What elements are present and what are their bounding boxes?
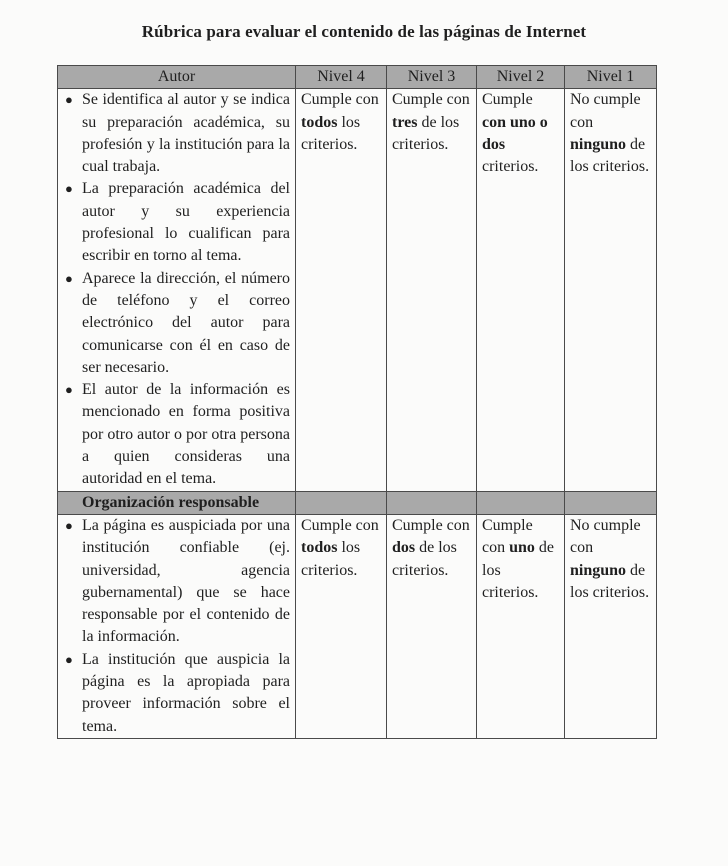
- rubric-table: [57, 65, 657, 739]
- autor-nivel-2: Cumple con uno o dos criterios.: [477, 89, 565, 491]
- header-nivel-4: Nivel 4: [296, 66, 387, 89]
- criterion-item: ● La página es auspiciada por una institución confiable (ej. universidad, agencia gubernamental) que se hace responsable por el contenido de la información.: [65, 516, 290, 646]
- autor-criteria-cell: [58, 89, 296, 491]
- bullet-icon: ●: [65, 651, 73, 667]
- document-title: Rúbrica para evaluar el contenido de las páginas de Internet: [141, 22, 587, 41]
- header-autor: Autor: [58, 66, 296, 89]
- criterion-item: ● La institución que auspicia la página es la apropiada para proveer información sobre el tema.: [65, 650, 290, 735]
- autor-nivel-1: No cumple con ninguno de los criterios.: [565, 89, 657, 491]
- criterion-item: ● Aparece la dirección, el número de teléfono y el correo electrónico del autor para comunicarse con él en caso de ser necesario.: [65, 269, 290, 376]
- criterion-item: ● El autor de la información es mencionado en forma positiva por otro autor o por otra persona a quien consideras una autoridad en el tema.: [65, 381, 290, 488]
- autor-nivel-3: Cumple con tres de los criterios.: [387, 89, 477, 491]
- organizacion-criteria-list: [63, 515, 290, 738]
- criterion-item: ● La preparación académica del autor y su experiencia profesional lo cualifican para escribir en torno al tema.: [65, 180, 290, 265]
- organizacion-nivel-2: Cumple con uno de los criterios.: [477, 514, 565, 738]
- header-nivel-3: Nivel 3: [387, 66, 477, 89]
- section-row-organizacion: [58, 491, 657, 514]
- header-row: [58, 66, 657, 89]
- section-label: Organización responsable: [58, 491, 296, 514]
- organizacion-nivel-4: Cumple con todos los criterios.: [296, 514, 387, 738]
- header-nivel-1: Nivel 1: [565, 66, 657, 89]
- autor-nivel-4: Cumple con todos los criterios.: [296, 89, 387, 491]
- organizacion-nivel-3: Cumple con dos de los criterios.: [387, 514, 477, 738]
- organizacion-criteria-cell: [58, 514, 296, 738]
- bullet-icon: ●: [65, 181, 73, 197]
- organizacion-nivel-1: No cumple con ninguno de los criterios.: [565, 514, 657, 738]
- bullet-icon: ●: [65, 517, 73, 533]
- autor-row: [58, 89, 657, 491]
- organizacion-row: [58, 514, 657, 738]
- bullet-icon: ●: [65, 92, 73, 108]
- header-nivel-2: Nivel 2: [477, 66, 565, 89]
- bullet-icon: ●: [65, 270, 73, 286]
- autor-criteria-list: [63, 89, 290, 490]
- criterion-item: ● Se identifica al autor y se indica su preparación académica, su profesión y la institución para la cual trabaja.: [65, 91, 290, 176]
- bullet-icon: ●: [65, 382, 73, 398]
